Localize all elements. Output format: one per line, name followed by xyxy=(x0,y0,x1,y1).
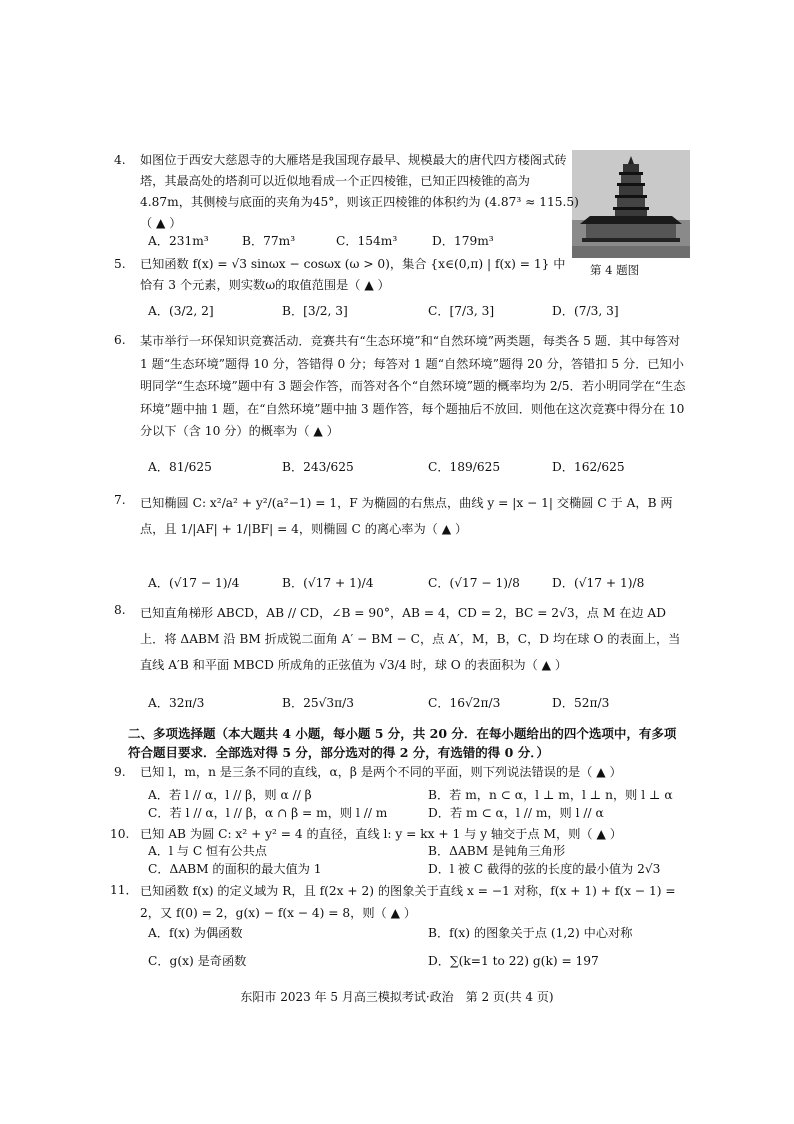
option-a: A．32π/3 xyxy=(148,696,205,710)
question-number: 4. xyxy=(114,153,126,167)
question-number: 5. xyxy=(114,257,126,271)
option-b: B．f(x) 的图象关于点 (1,2) 中心对称 xyxy=(428,926,633,940)
option-a: A．231m³ xyxy=(148,234,209,248)
option-b: B．若 m，n ⊂ α，l ⊥ m，l ⊥ n，则 l ⊥ α xyxy=(428,788,673,802)
option-d: D．l 被 C 截得的弦的长度的最小值为 2√3 xyxy=(428,862,661,876)
option-d: D．(√17 + 1)/8 xyxy=(552,576,645,590)
question-stem: 已知函数 f(x) 的定义域为 R，且 f(2x + 2) 的图象关于直线 x = −1 对称，f(x + 1) + f(x − 1) = 2，又 f(0) = 2，g(x) − f(x − 4) = 8，则（ ▲ ） xyxy=(140,884,676,920)
question-stem: 已知直角梯形 ABCD，AB // CD，∠B = 90°，AB = 4，CD = 2，BC = 2√3，点 M 在边 AD 上．将 ΔABM 沿 BM 折成锐二面角 A′ − BM − C，点 A′，M，B，C，D 均在球 O 的表面上，当直线 A′B 和平面 MBCD 所成角的正弦值为 √3/4 时，球 O 的表面积为（ ▲ ） xyxy=(140,606,681,672)
option-d: D．∑(k=1 to 22) g(k) = 197 xyxy=(428,954,599,968)
question-stem: 已知 l，m，n 是三条不同的直线，α，β 是两个不同的平面，则下列说法错误的是（ ▲ ） xyxy=(140,765,622,779)
option-b: B．(√17 + 1)/4 xyxy=(282,576,374,590)
option-d: D．若 m ⊂ α，l // m，则 l // α xyxy=(428,806,604,820)
question-6 xyxy=(114,330,688,443)
option-a: A．l 与 C 恒有公共点 xyxy=(148,844,267,858)
option-b: B．243/625 xyxy=(282,460,354,474)
question-stem: 已知椭圆 C: x²/a² + y²/(a²−1) = 1，F 为椭圆的右焦点，曲线 y = |x − 1| 交椭圆 C 于 A，B 两点，且 1/|AF| + 1/|BF| = 4，则椭圆 C 的离心率为（ ▲ ） xyxy=(140,496,673,536)
option-d: D．179m³ xyxy=(432,234,494,248)
option-c: C．若 l // α，l // β，α ∩ β = m，则 l // m xyxy=(148,806,388,820)
question-stem: 如图位于西安大慈恩寺的大雁塔是我国现存最早、规模最大的唐代四方楼阁式砖塔，其最高处的塔刹可以近似地看成一个正四棱锥，已知正四棱锥的高为 4.87m，其侧棱与底面的夹角为45°，则该正四棱锥的体积约为 (4.87³ ≈ 115.5)（ ▲ ） xyxy=(140,153,579,230)
option-c: C．16√2π/3 xyxy=(428,696,501,710)
option-a: A．81/625 xyxy=(148,460,212,474)
option-a: A．(3/2, 2] xyxy=(148,304,214,318)
question-number: 7. xyxy=(114,493,126,507)
section-heading: 二、多项选择题（本大题共 4 小题，每小题 5 分，共 20 分．在每小题给出的四个选项中，有多项符合题目要求．全部选对得 5 分，部分选对的得 2 分，有选错的得 0 分．） xyxy=(128,726,677,760)
option-b: B．[3/2, 3] xyxy=(282,304,348,318)
option-a: A．(√17 − 1)/4 xyxy=(148,576,240,590)
question-9 xyxy=(114,762,688,783)
option-b: B．77m³ xyxy=(242,234,296,248)
option-c: C．g(x) 是奇函数 xyxy=(148,954,247,968)
question-number: 11． xyxy=(110,883,138,897)
option-d: D．52π/3 xyxy=(552,696,610,710)
option-b: B．ΔABM 是钝角三角形 xyxy=(428,844,566,858)
page-footer: 东阳市 2023 年 5 月高三模拟考试·政治 第 2 页(共 4 页) xyxy=(240,990,554,1004)
question-5 xyxy=(114,254,568,296)
option-c: C．ΔABM 的面积的最大值为 1 xyxy=(148,862,322,876)
question-number: 8. xyxy=(114,603,126,617)
option-c: C．(√17 − 1)/8 xyxy=(428,576,520,590)
question-number: 6. xyxy=(114,333,126,347)
question-stem: 已知 AB 为圆 C: x² + y² = 4 的直径，直线 l: y = kx + 1 与 y 轴交于点 M，则（ ▲ ） xyxy=(140,827,622,841)
question-7 xyxy=(114,490,688,542)
question-number: 10. xyxy=(110,827,130,841)
option-b: B．25√3π/3 xyxy=(282,696,355,710)
question-4 xyxy=(114,150,688,234)
question-8 xyxy=(114,600,688,678)
question-11 xyxy=(110,880,688,924)
question-number: 9. xyxy=(114,765,126,779)
question-stem: 某市举行一环保知识竞赛活动．竞赛共有“生态环境”和“自然环境”两类题，每类各 5 题．其中每答对 1 题“生态环境”题得 10 分，答错得 0 分；每答对 1 题“自然环境”题得 20 分，答错扣 5 分．已知小明同学“生态环境”题中有 3 题会作答，而答对各个“自然环境”题的概率均为 2/5．若小明同学在“生态环境”题中抽 1 题，在“自然环境”题中抽 3 题作答，每个题抽后不放回．则他在这次竞赛中得分在 10 分以下（含 10 分）的概率为（ ▲ ） xyxy=(140,334,686,438)
figure-caption: 第 4 题图 xyxy=(590,263,640,277)
option-c: C．154m³ xyxy=(336,234,398,248)
option-d: D．162/625 xyxy=(552,460,625,474)
option-c: C．189/625 xyxy=(428,460,501,474)
question-stem: 已知函数 f(x) = √3 sinωx − cosωx (ω > 0)，集合 {x∈(0,π) | f(x) = 1} 中恰有 3 个元素，则实数ω的取值范围是（ ▲ ） xyxy=(140,257,566,292)
option-d: D．(7/3, 3] xyxy=(552,304,619,318)
option-c: C．[7/3, 3] xyxy=(428,304,495,318)
option-a: A．若 l // α，l // β，则 α // β xyxy=(148,788,312,802)
option-a: A．f(x) 为偶函数 xyxy=(148,926,243,940)
